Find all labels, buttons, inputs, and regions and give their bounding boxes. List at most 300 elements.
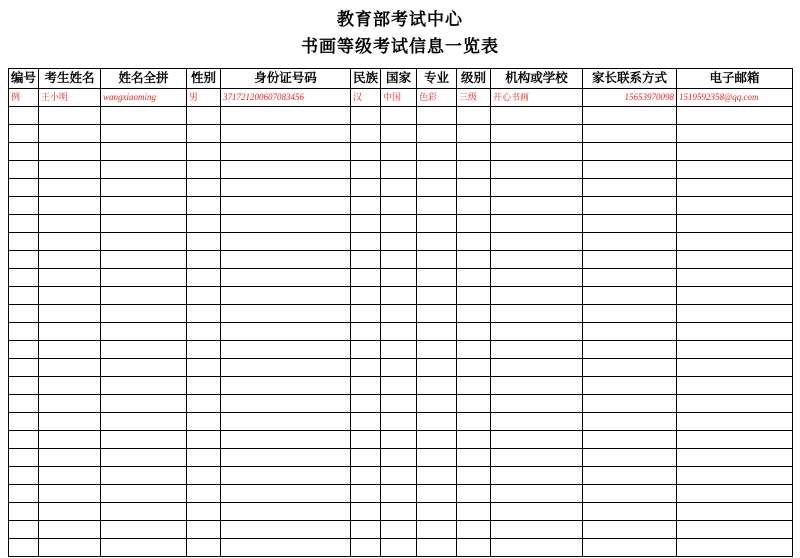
column-header-no: 编号 [9,69,39,89]
table-cell-empty [583,215,677,233]
table-cell-empty [583,521,677,539]
table-cell-empty [457,395,491,413]
table-cell-empty [351,251,381,269]
table-cell-empty [9,485,39,503]
table-cell-empty [381,179,417,197]
cell-org: 开心书画 [491,89,583,107]
table-cell-empty [39,107,101,125]
table-cell-empty [39,359,101,377]
column-header-id-number: 身份证号码 [221,69,351,89]
table-cell-empty [491,395,583,413]
table-cell-empty [39,125,101,143]
table-cell-empty [457,287,491,305]
table-cell-empty [583,395,677,413]
table-cell-empty [101,521,187,539]
table-cell-empty [583,539,677,557]
table-cell-empty [457,179,491,197]
table-cell-empty [221,521,351,539]
table-cell-empty [583,143,677,161]
table-cell-empty [9,143,39,161]
table-cell-empty [417,413,457,431]
table-cell-empty [187,359,221,377]
table-cell-empty [381,107,417,125]
table-cell-empty [221,161,351,179]
table-cell-empty [351,233,381,251]
table-cell-empty [381,233,417,251]
table-cell-empty [9,521,39,539]
table-cell-empty [491,197,583,215]
table-cell-empty [221,359,351,377]
table-cell-empty [417,161,457,179]
table-cell-empty [351,269,381,287]
table-cell-empty [101,287,187,305]
table-cell-empty [677,431,793,449]
table-cell-empty [677,467,793,485]
table-cell-empty [381,413,417,431]
table-row [9,467,793,485]
cell-no: 例 [9,89,39,107]
table-cell-empty [491,143,583,161]
table-cell-empty [457,539,491,557]
table-cell-empty [39,377,101,395]
table-cell-empty [677,359,793,377]
table-cell-empty [221,233,351,251]
table-cell-empty [491,287,583,305]
table-cell-empty [583,377,677,395]
table-cell-empty [101,485,187,503]
table-cell-empty [583,161,677,179]
table-row [9,305,793,323]
table-row [9,179,793,197]
table-cell-empty [187,269,221,287]
table-cell-empty [417,341,457,359]
table-cell-empty [39,305,101,323]
table-cell-empty [417,503,457,521]
table-cell-empty [677,215,793,233]
table-cell-empty [491,503,583,521]
table-cell-empty [39,215,101,233]
table-cell-empty [187,179,221,197]
cell-name: 王小明 [39,89,101,107]
table-cell-empty [417,323,457,341]
table-row [9,197,793,215]
table-cell-empty [417,431,457,449]
table-cell-empty [351,143,381,161]
table-cell-empty [677,179,793,197]
table-cell-empty [583,323,677,341]
table-cell-empty [457,197,491,215]
table-cell-empty [9,305,39,323]
table-cell-empty [9,233,39,251]
table-cell-empty [351,377,381,395]
table-cell-empty [417,107,457,125]
table-cell-empty [381,251,417,269]
table-row [9,125,793,143]
table-cell-empty [583,503,677,521]
column-header-gender: 性别 [187,69,221,89]
table-cell-empty [101,395,187,413]
table-cell-empty [221,107,351,125]
table-cell-empty [417,467,457,485]
table-cell-empty [491,269,583,287]
table-cell-empty [9,179,39,197]
table-cell-empty [221,287,351,305]
table-cell-empty [457,485,491,503]
table-cell-empty [221,413,351,431]
table-cell-empty [101,269,187,287]
table-cell-empty [9,251,39,269]
table-cell-empty [491,107,583,125]
table-cell-empty [677,539,793,557]
table-cell-empty [583,179,677,197]
table-cell-empty [39,323,101,341]
table-cell-empty [187,197,221,215]
table-row-example [9,89,793,107]
table-row [9,449,793,467]
table-cell-empty [677,305,793,323]
table-cell-empty [39,251,101,269]
table-cell-empty [417,359,457,377]
column-header-phone: 家长联系方式 [583,69,677,89]
table-cell-empty [39,431,101,449]
table-cell-empty [491,305,583,323]
table-cell-empty [221,251,351,269]
table-cell-empty [677,449,793,467]
table-cell-empty [677,251,793,269]
table-cell-empty [221,467,351,485]
table-cell-empty [187,485,221,503]
table-cell-empty [187,449,221,467]
table-cell-empty [187,125,221,143]
table-container [8,68,792,557]
table-cell-empty [351,125,381,143]
table-cell-empty [221,503,351,521]
table-cell-empty [351,449,381,467]
table-cell-empty [39,467,101,485]
table-cell-empty [491,125,583,143]
table-cell-empty [221,323,351,341]
table-cell-empty [417,287,457,305]
table-cell-empty [39,143,101,161]
table-cell-empty [39,287,101,305]
table-cell-empty [221,485,351,503]
table-cell-empty [221,305,351,323]
table-cell-empty [351,179,381,197]
table-cell-empty [417,251,457,269]
table-cell-empty [381,287,417,305]
table-row [9,431,793,449]
table-cell-empty [583,233,677,251]
table-cell-empty [351,521,381,539]
cell-nation: 汉 [351,89,381,107]
table-cell-empty [187,305,221,323]
table-cell-empty [677,233,793,251]
table-row [9,359,793,377]
table-cell-empty [381,269,417,287]
table-cell-empty [457,413,491,431]
table-cell-empty [221,431,351,449]
table-row [9,377,793,395]
table-cell-empty [491,215,583,233]
table-cell-empty [491,359,583,377]
table-cell-empty [417,143,457,161]
table-row [9,161,793,179]
table-cell-empty [351,467,381,485]
table-cell-empty [491,251,583,269]
table-row [9,143,793,161]
table-cell-empty [221,197,351,215]
table-cell-empty [351,431,381,449]
table-cell-empty [101,125,187,143]
table-cell-empty [101,359,187,377]
table-cell-empty [101,143,187,161]
table-cell-empty [457,341,491,359]
table-cell-empty [9,503,39,521]
table-cell-empty [9,377,39,395]
table-cell-empty [457,143,491,161]
table-header [9,69,793,89]
table-cell-empty [101,431,187,449]
table-cell-empty [9,269,39,287]
table-cell-empty [677,395,793,413]
table-cell-empty [221,179,351,197]
table-row [9,215,793,233]
cell-major: 色彩 [417,89,457,107]
exam-info-table [8,68,793,557]
page-title: 教育部考试中心 [337,10,463,29]
table-cell-empty [491,413,583,431]
table-cell-empty [39,503,101,521]
table-cell-empty [583,341,677,359]
table-cell-empty [39,233,101,251]
table-cell-empty [677,125,793,143]
table-row [9,287,793,305]
table-cell-empty [351,539,381,557]
table-cell-empty [381,143,417,161]
table-cell-empty [351,503,381,521]
table-cell-empty [491,539,583,557]
table-cell-empty [381,197,417,215]
table-cell-empty [457,233,491,251]
table-cell-empty [381,215,417,233]
cell-pinyin: wangxiaoming [101,89,187,107]
table-cell-empty [417,233,457,251]
table-cell-empty [457,215,491,233]
column-header-name: 考生姓名 [39,69,101,89]
table-cell-empty [583,305,677,323]
table-cell-empty [491,323,583,341]
cell-email: 1519592358@qq.com [677,89,793,107]
table-cell-empty [187,323,221,341]
table-cell-empty [9,197,39,215]
table-cell-empty [221,143,351,161]
table-cell-empty [221,215,351,233]
table-cell-empty [187,503,221,521]
table-cell-empty [351,359,381,377]
cell-gender: 男 [187,89,221,107]
table-cell-empty [39,539,101,557]
table-cell-empty [101,251,187,269]
table-cell-empty [417,305,457,323]
table-cell-empty [381,431,417,449]
table-cell-empty [187,215,221,233]
table-row [9,323,793,341]
table-cell-empty [39,341,101,359]
table-cell-empty [9,107,39,125]
table-cell-empty [457,251,491,269]
table-cell-empty [583,197,677,215]
table-cell-empty [457,305,491,323]
table-cell-empty [187,539,221,557]
table-cell-empty [491,467,583,485]
table-cell-empty [491,233,583,251]
table-cell-empty [9,413,39,431]
table-cell-empty [677,197,793,215]
table-cell-empty [677,503,793,521]
table-cell-empty [491,341,583,359]
table-cell-empty [677,161,793,179]
table-cell-empty [351,395,381,413]
table-cell-empty [381,125,417,143]
table-cell-empty [457,449,491,467]
table-cell-empty [417,449,457,467]
table-cell-empty [677,413,793,431]
table-cell-empty [187,143,221,161]
table-cell-empty [9,215,39,233]
table-row [9,521,793,539]
table-cell-empty [583,449,677,467]
table-cell-empty [221,449,351,467]
table-cell-empty [457,503,491,521]
table-cell-empty [351,305,381,323]
table-cell-empty [39,161,101,179]
table-cell-empty [417,377,457,395]
table-cell-empty [351,161,381,179]
table-cell-empty [417,539,457,557]
table-cell-empty [9,431,39,449]
table-cell-empty [583,467,677,485]
table-cell-empty [9,287,39,305]
table-cell-empty [583,251,677,269]
table-cell-empty [39,179,101,197]
table-cell-empty [491,431,583,449]
table-cell-empty [491,449,583,467]
table-cell-empty [101,179,187,197]
table-cell-empty [187,521,221,539]
cell-country: 中国 [381,89,417,107]
table-cell-empty [457,431,491,449]
table-cell-empty [101,449,187,467]
document-titles [0,0,800,60]
table-cell-empty [221,341,351,359]
table-cell-empty [351,215,381,233]
table-cell-empty [457,269,491,287]
column-header-level: 级别 [457,69,491,89]
table-cell-empty [677,287,793,305]
table-cell-empty [351,197,381,215]
table-cell-empty [187,233,221,251]
table-cell-empty [187,161,221,179]
table-cell-empty [187,341,221,359]
table-cell-empty [187,377,221,395]
table-cell-empty [101,503,187,521]
table-cell-empty [583,287,677,305]
table-cell-empty [9,359,39,377]
table-cell-empty [677,143,793,161]
table-cell-empty [677,269,793,287]
table-cell-empty [381,467,417,485]
table-row [9,503,793,521]
table-cell-empty [221,269,351,287]
table-cell-empty [221,539,351,557]
table-cell-empty [9,395,39,413]
column-header-pinyin: 姓名全拼 [101,69,187,89]
table-row [9,413,793,431]
column-header-country: 国家 [381,69,417,89]
table-cell-empty [101,197,187,215]
table-cell-empty [381,539,417,557]
table-cell-empty [39,269,101,287]
table-cell-empty [583,485,677,503]
table-cell-empty [381,341,417,359]
table-cell-empty [677,485,793,503]
table-cell-empty [491,179,583,197]
table-cell-empty [583,125,677,143]
column-header-email: 电子邮箱 [677,69,793,89]
table-cell-empty [583,359,677,377]
table-row [9,107,793,125]
table-cell-empty [491,377,583,395]
table-cell-empty [417,269,457,287]
table-cell-empty [381,395,417,413]
table-cell-empty [187,107,221,125]
table-cell-empty [457,107,491,125]
table-cell-empty [351,341,381,359]
table-cell-empty [583,413,677,431]
table-cell-empty [187,287,221,305]
table-cell-empty [101,539,187,557]
table-cell-empty [221,125,351,143]
table-cell-empty [351,287,381,305]
table-cell-empty [381,323,417,341]
table-cell-empty [9,323,39,341]
table-cell-empty [101,467,187,485]
column-header-org: 机构或学校 [491,69,583,89]
table-cell-empty [187,251,221,269]
table-cell-empty [381,305,417,323]
table-cell-empty [457,521,491,539]
table-cell-empty [381,161,417,179]
table-cell-empty [417,197,457,215]
table-cell-empty [417,521,457,539]
table-cell-empty [457,377,491,395]
column-header-nation: 民族 [351,69,381,89]
table-cell-empty [677,521,793,539]
table-cell-empty [101,377,187,395]
table-cell-empty [417,395,457,413]
table-cell-empty [101,107,187,125]
table-cell-empty [39,197,101,215]
table-cell-empty [457,323,491,341]
table-row [9,251,793,269]
table-cell-empty [417,215,457,233]
table-cell-empty [583,269,677,287]
table-cell-empty [9,125,39,143]
table-cell-empty [39,395,101,413]
table-cell-empty [187,395,221,413]
table-cell-empty [101,305,187,323]
table-cell-empty [39,521,101,539]
